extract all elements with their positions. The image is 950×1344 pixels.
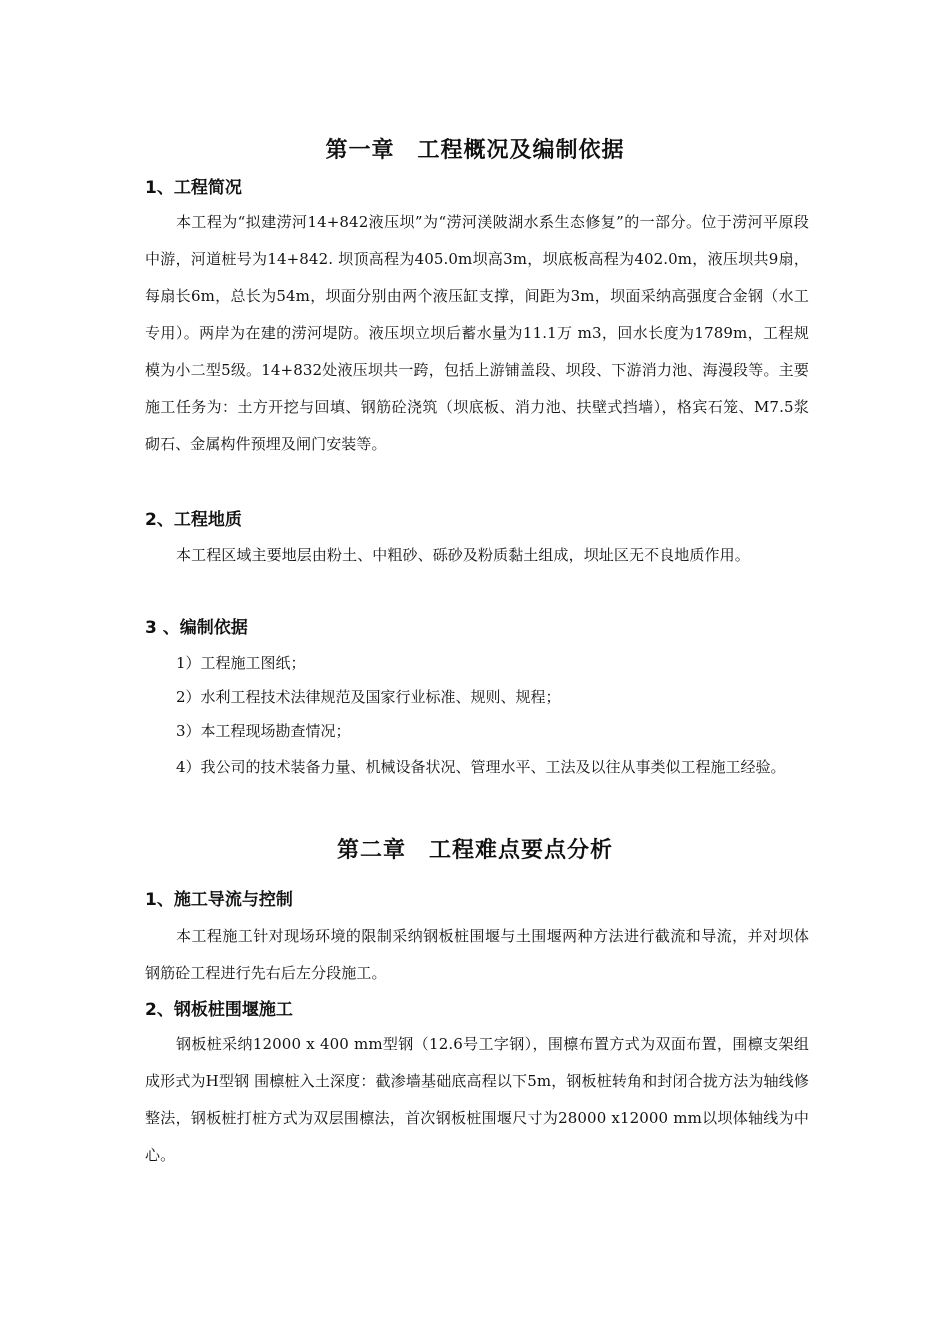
chapter-2-title: 第二章 工程难点要点分析 bbox=[336, 838, 613, 863]
basis-list-item: 3）本工程现场勘查情况； bbox=[176, 722, 351, 740]
section-heading-diversion: 1、施工导流与控制 bbox=[145, 890, 293, 910]
paragraph-overview: 本工程为“拟建涝河14+842液压坝”为“涝河渼陂湖水系生态修复”的一部分。位于涝河平原段中游，河道桩号为14+842. 坝顶高程为405.0m坝高3m，坝底板高程为402.0m，液压坝共9扇，每扇长6m，总长为54m，坝面分别由两个液压缸支撑，间距为3m，坝面采纳高强度合金钢（水工专用）。两岸为在建的涝河堤防。液压坝立坝后蓄水量为11.1万 m3，回水长度为1789m，工程规模为小二型5级。14+832处液压坝共一跨，包括上游铺盖段、坝段、下游消力池、海漫段等。主要施工任务为：土方开挖与回填、钢筋砼浇筑（坝底板、消力池、扶壁式挡墙），格宾石笼、M7.5浆砌石、金属构件预埋及闸门安装等。 bbox=[145, 213, 809, 453]
basis-list-item: 2）水利工程技术法律规范及国家行业标准、规则、规程； bbox=[176, 688, 561, 706]
paragraph-diversion: 本工程施工针对现场环境的限制采纳钢板桩围堰与土围堰两种方法进行截流和导流，并对坝体钢筋砼工程进行先右后左分段施工。 bbox=[145, 927, 809, 982]
basis-list-item: 1）工程施工图纸； bbox=[176, 654, 306, 672]
section-heading-overview: 1、工程简况 bbox=[145, 178, 242, 198]
paragraph-geology: 本工程区域主要地层由粉土、中粗砂、砾砂及粉质黏土组成，坝址区无不良地质作用。 bbox=[176, 546, 750, 564]
section-heading-sheetpile: 2、钢板桩围堰施工 bbox=[145, 1000, 293, 1020]
section-heading-geology: 2、工程地质 bbox=[145, 510, 242, 530]
chapter-1-title: 第一章 工程概况及编制依据 bbox=[325, 138, 625, 163]
basis-list-item: 4）我公司的技术装备力量、机械设备状况、管理水平、工法及以往从事类似工程施工经验。 bbox=[176, 758, 786, 776]
paragraph-sheetpile: 钢板桩采纳12000 x 400 mm型钢（12.6号工字钢），围檩布置方式为双面布置，围檩支架组成形式为H型钢 围檩桩入土深度：截渗墙基础底高程以下5m，钢板桩转角和封闭合拢方法为轴线修整法，钢板桩打桩方式为双层围檩法，首次钢板桩围堰尺寸为28000 x12000 mm以坝体轴线为中心。 bbox=[145, 1035, 809, 1164]
section-heading-basis: 3 、编制依据 bbox=[145, 618, 248, 638]
